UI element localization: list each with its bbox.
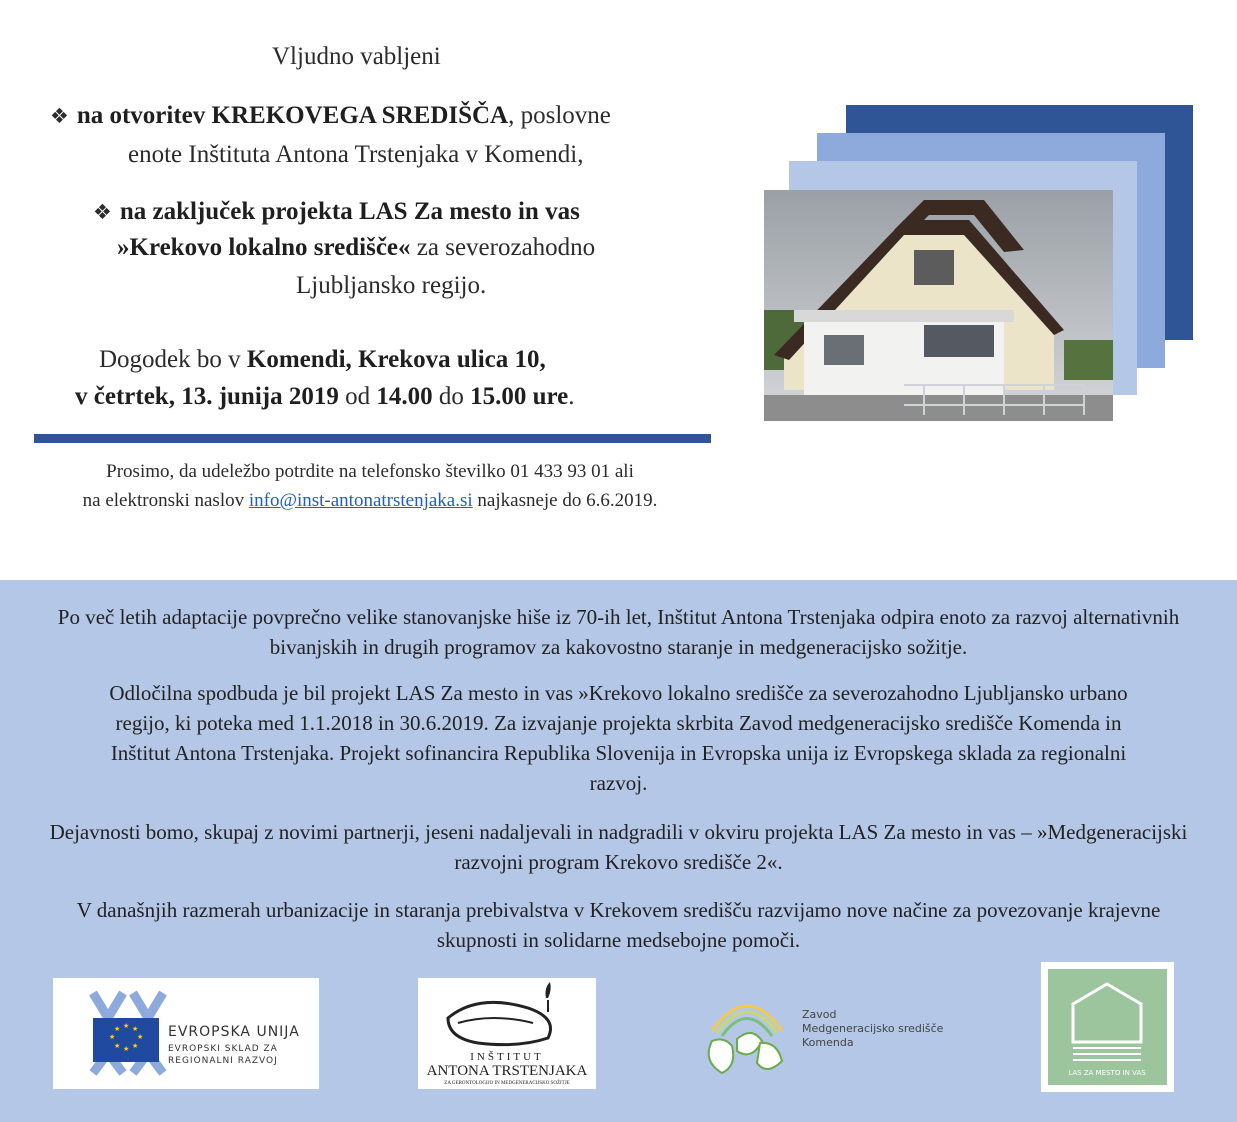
las-logo (1041, 962, 1174, 1092)
institute-logo-line2: ANTONA TRSTENJAKA (426, 1063, 588, 1079)
zavod-logo-line2: Medgeneracijsko središče (802, 1022, 944, 1035)
institute-logo-line1: INŠTITUT (470, 1051, 544, 1063)
eu-logo-title: EVROPSKA UNIJA (168, 1024, 300, 1040)
invitation-item-2-line3: Ljubljansko regijo. (296, 272, 487, 299)
eu-logo-sub1: EVROPSKI SKLAD ZA (168, 1044, 278, 1054)
svg-text:★: ★ (123, 1045, 130, 1053)
invitation-item-1: ❖ na otvoritev KREKOVEGA SREDIŠČA, poslovne (50, 102, 611, 129)
paragraph-3: Dejavnosti bomo, skupaj z novimi partnerji, jeseni nadaljevali in nadgradili v okviru projekta LAS Za mesto in vas – »Medgeneracijski razvojni program Krekovo središče 2«. (49, 820, 1188, 874)
zavod-logo (692, 981, 972, 1091)
svg-text:★: ★ (109, 1033, 116, 1041)
eu-logo (53, 978, 319, 1089)
svg-text:★: ★ (132, 1042, 139, 1050)
event-location: Dogodek bo v Komendi, Krekova ulica 10, (99, 346, 546, 373)
greeting: Vljudno vabljeni (272, 43, 441, 70)
event-datetime: v četrtek, 13. junija 2019 od 14.00 do 15.00 ure. (75, 383, 575, 410)
svg-text:★: ★ (114, 1042, 121, 1050)
divider-bar (34, 434, 711, 443)
svg-text:★: ★ (123, 1022, 130, 1030)
las-logo-label: LAS ZA MESTO IN VAS (1068, 1069, 1146, 1077)
rsvp-line-2: na elektronski naslov info@inst-antonatrstenjaka.si najkasneje do 6.6.2019. (82, 490, 658, 511)
paragraph-1: Po več letih adaptacije povprečno velike stanovanjske hiše iz 70-ih let, Inštitut Antona Trstenjaka odpira enoto za razvoj alternativnih bivanjskih in drugih programov za kakovostno staranje in medgeneracijsko sožitje. (57, 605, 1180, 659)
invitation-item-2-line2: »Krekovo lokalno središče« za severozahodno (117, 234, 596, 261)
zavod-logo-line3: Komenda (802, 1036, 854, 1049)
email-link[interactable]: info@inst-antonatrstenjaka.si (248, 490, 473, 511)
svg-text:★: ★ (137, 1033, 144, 1041)
diamond-bullet-icon: ❖ (50, 104, 69, 128)
diamond-bullet-icon: ❖ (93, 200, 112, 224)
svg-text:★: ★ (132, 1025, 139, 1033)
svg-text:★: ★ (114, 1025, 121, 1033)
eu-logo-sub2: REGIONALNI RAZVOJ (168, 1056, 278, 1066)
building-photo (764, 190, 1113, 421)
invitation-item-1-line2: enote Inštituta Antona Trstenjaka v Komendi, (128, 141, 584, 168)
zavod-logo-line1: Zavod (802, 1008, 837, 1021)
rsvp-line-1: Prosimo, da udeležbo potrdite na telefonsko številko 01 433 93 01 ali (106, 461, 634, 482)
paragraph-4: V današnjih razmerah urbanizacije in staranja prebivalstva v Krekovem središču razvijamo nove načine za povezovanje krajevne skupnosti in solidarne medsebojne pomoči. (76, 898, 1161, 952)
paragraph-2: Odločilna spodbuda je bil projekt LAS Za mesto in vas »Krekovo lokalno središče za severozahodno Ljubljansko urbano regijo, ki poteka med 1.1.2018 in 30.6.2019. Za izvajanje projekta skrbita Zavod medgeneracijsko središče Komenda in Inštitut Antona Trstenjaka. Projekt sofinancira Republika Slovenija in Evropska unija iz Evropskega sklada za regionalni razvoj. (109, 681, 1128, 795)
invitation-item-2: ❖ na zaključek projekta LAS Za mesto in vas (93, 198, 580, 225)
institute-logo-line3: ZA GERONTOLOGIJO IN MEDGENERACIJSKO SOŽITJE (444, 1081, 570, 1086)
institute-logo (418, 978, 596, 1089)
